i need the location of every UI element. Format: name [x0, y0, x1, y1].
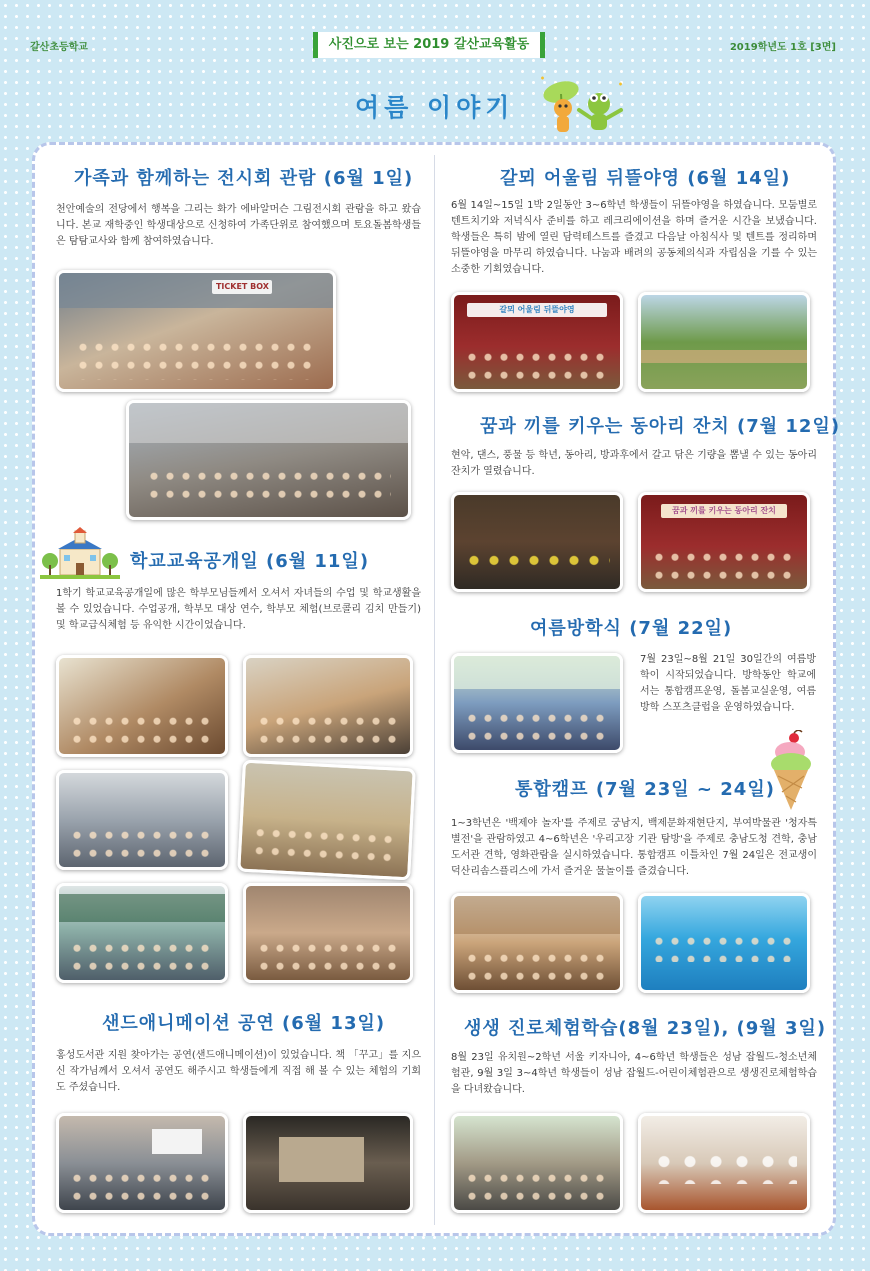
- photo-camping-stage: [451, 292, 623, 392]
- photo-sand-animation-2: [243, 1113, 413, 1213]
- newsletter-banner: 사진으로 보는 2019 갈산교육활동: [313, 32, 545, 58]
- section-title-club-festival: 꿈과 끼를 키우는 동아리 잔치 (7월 12일): [480, 416, 841, 437]
- section-text-exhibition: 천안예술의 전당에서 행복을 그리는 화가 에바알머슨 그림전시회 관람을 하고 왔습니다. 본교 재학중인 학생대상으로 신청하여 가족단위로 참여했으며 토요돌봄학생들은 탐탐교사와 함께 참여하였습니다.: [56, 204, 421, 247]
- mascot-illustration-icon: [533, 70, 629, 146]
- section-text-vacation: 7월 23일~8월 21일 30일간의 여름방학이 시작되었습니다. 방학동안 학교에서는 통합캠프운영, 돌봄교실운영, 여름방학 스포츠클럽을 운영하였습니다.: [640, 654, 816, 713]
- photo-vacation-ceremony: [451, 653, 623, 753]
- issue-label: 2019학년도 1호 [3면]: [729, 42, 836, 53]
- photo-exhibition-group: [56, 270, 336, 392]
- section-title-vacation: 여름방학식 (7월 22일): [530, 618, 733, 639]
- photo-open-day-6: [243, 883, 413, 983]
- section-title-exhibition: 가족과 함께하는 전시회 관람 (6월 1일): [74, 168, 414, 189]
- camping-banner-sign: 갈뫼 어울림 뒤뜰야영: [467, 303, 606, 317]
- section-title-career: 생생 진로체험학습(8월 23일), (9월 3일): [464, 1018, 827, 1039]
- school-name: 갈산초등학교: [30, 42, 88, 53]
- school-building-icon: [40, 527, 120, 579]
- photo-camping-tents: [638, 292, 810, 392]
- photo-club-festival-2: [638, 492, 810, 592]
- photo-open-day-5: [56, 883, 228, 983]
- section-text-club-festival: 현악, 댄스, 풍물 등 학년, 동아리, 방과후에서 갈고 닦은 기량을 뽐낼 수 있는 동아리잔치가 열렸습니다.: [451, 450, 817, 477]
- photo-open-day-1: [56, 655, 228, 757]
- section-title-open-day: 학교교육공개일 (6월 11일): [130, 551, 370, 572]
- photo-integrated-camp-museum: [451, 893, 623, 993]
- photo-career-1: [451, 1113, 623, 1213]
- section-title-sand-animation: 샌드애니메이션 공연 (6월 13일): [102, 1013, 386, 1034]
- section-text-integrated-camp: 1~3학년은 '백제야 놀자'를 주제로 궁남지, 백제문화재현단지, 부여박물관 '청자특별전'을 관람하였고 4~6학년은 '우리고장 기관 탐방'을 주제로 충남도청 견학, 충남도서관 견학, 영화관람을 실시하였습니다. 통합캠프 이틀차인 7월 24일은 전교생이 덕산리솜스플리스에 가서 즐거운 물놀이를 즐겼습니다.: [451, 818, 817, 877]
- section-title-integrated-camp: 통합캠프 (7월 23일 ~ 24일): [515, 779, 775, 800]
- photo-exhibition-family: [126, 400, 411, 520]
- photo-sand-animation-1: [56, 1113, 228, 1213]
- page-title: 여름 이야기: [355, 93, 515, 122]
- photo-open-day-3: [56, 770, 228, 870]
- ticket-box-sign: TICKET BOX: [212, 280, 272, 294]
- photo-open-day-4: [237, 760, 416, 881]
- photo-career-2: [638, 1113, 810, 1213]
- club-festival-banner-sign: 꿈과 끼를 키우는 동아리 잔치: [661, 504, 787, 518]
- column-divider: [434, 155, 435, 1225]
- section-text-camping: 6월 14일~15일 1박 2일동안 3~6학년 학생들이 뒤뜰야영을 하였습니다. 모둠별로 텐트치기와 저녁식사 준비를 하고 레크리에이션을 하며 즐거운 시간을 보냈습니다. 학생들은 특히 밤에 열린 담력테스트를 즐겼고 다음날 아침식사 및 텐트를 정리하며 뒤뜰야영을 마무리 하였습니다. 나눔과 배려의 공동체의식과 자립심을 기를 수 있는 소중한 기회였습니다.: [451, 200, 817, 275]
- section-title-camping: 갈뫼 어울림 뒤뜰야영 (6월 14일): [500, 168, 791, 189]
- photo-integrated-camp-pool: [638, 893, 810, 993]
- photo-open-day-2: [243, 655, 413, 757]
- section-text-open-day: 1학기 학교교육공개일에 많은 학부모님들께서 오셔서 자녀들의 수업 및 학교생활을 볼 수 있었습니다. 수업공개, 학부모 대상 연수, 학부모 체험(브로콜리 김치 만들기) 및 학교급식체험 등 유익한 시간이었습니다.: [56, 588, 421, 631]
- header-bar: [0, 32, 870, 60]
- photo-club-festival-1: [451, 492, 623, 592]
- section-text-sand-animation: 홍성도서관 지원 찾아가는 공연(샌드애니메이션)이 있었습니다. 책 「꾸고」를 지으신 작가님께서 오셔서 공연도 해주시고 학생들에게 직접 해 볼 수 있는 체험의 기회도 주셨습니다.: [56, 1050, 421, 1093]
- section-text-career: 8월 23일 유치원~2학년 서울 키자니아, 4~6학년 학생들은 성남 잡월드-청소년체험관, 9월 3일 3~4학년 학생들이 성남 잡월드-어린이체험관으로 생생진로체험학습을 다녀왔습니다.: [451, 1052, 817, 1095]
